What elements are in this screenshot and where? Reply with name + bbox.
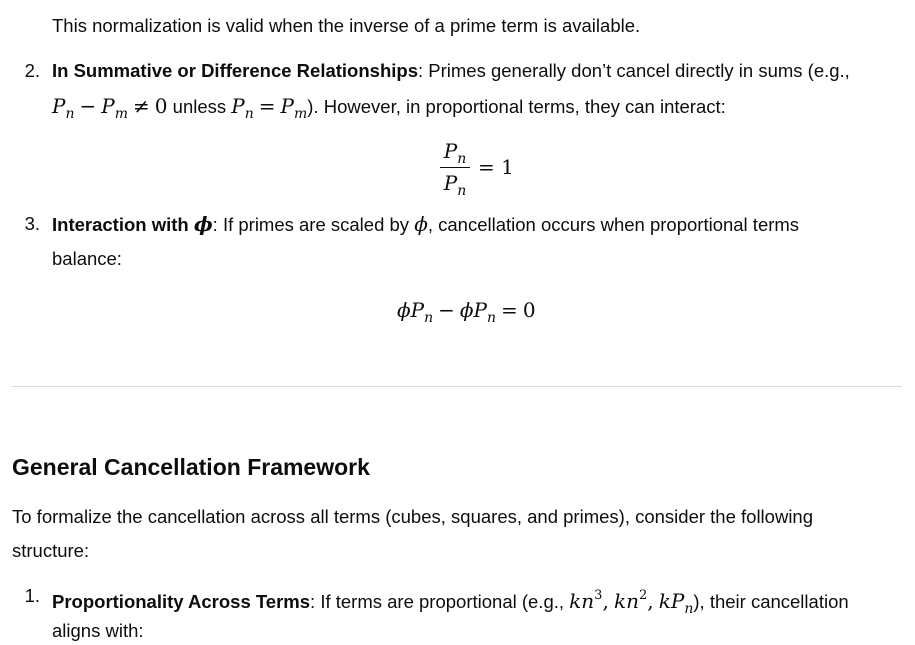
list-number-1: 1.: [24, 585, 40, 606]
list-item-2-line2: $P_n - P_m \ne 0$ unless $P_n = P_m$). However, in proportional terms, they can interact:: [52, 94, 726, 122]
phi-equation: $\phi P_n - \phi P_n = 0$: [397, 298, 536, 326]
list-item-2-line1: [52, 57, 850, 85]
fraction-rhs: = 1: [478, 155, 514, 179]
list-number-3: 3.: [24, 213, 40, 234]
fraction-denominator: $P_n$: [443, 171, 467, 199]
fraction-bar: [440, 167, 470, 168]
list-item-2-text: : Primes generally don’t cancel directly in sums (e.g.,: [417, 60, 850, 81]
list-item-1-title: Proportionality Across Terms: [52, 591, 311, 612]
list-item-3-line1: Interaction with ϕ: If primes are scaled by ϕ, cancellation occurs when proportional terms: [52, 212, 800, 236]
list-item-1-line2: aligns with:: [52, 620, 144, 641]
list-item-1-line1: Proportionality Across Terms: If terms are proportional (e.g., $kn^3$, $kn^2$, $kP_n$), their cancellation: [52, 588, 849, 617]
paragraph-line-1: To formalize the cancellation across all terms (cubes, squares, and primes), consider the following: [12, 506, 814, 527]
paragraph-line-2: structure:: [12, 540, 90, 561]
section-heading: General Cancellation Framework: [12, 454, 370, 480]
list-item-3-title: Interaction with ϕ: [52, 212, 213, 236]
list-item-3-line2: balance:: [52, 248, 122, 269]
list-item-2-title: In Summative or Difference Relationships: [52, 60, 418, 81]
section-divider: [12, 386, 902, 387]
list-number-2: 2.: [24, 60, 40, 81]
intro-text: This normalization is valid when the inverse of a prime term is available.: [52, 15, 641, 36]
fraction-numerator: $P_n$: [443, 139, 467, 167]
